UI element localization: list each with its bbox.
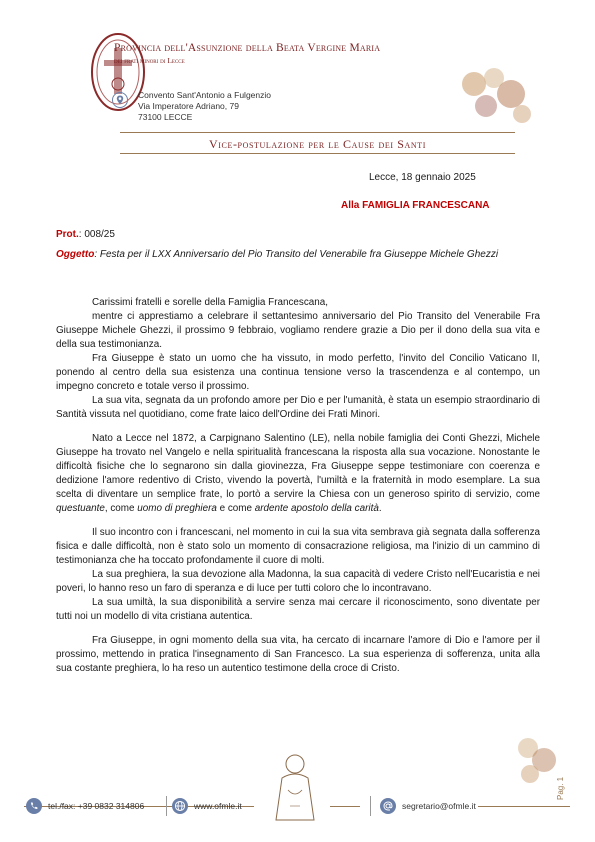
footer-separator-2 bbox=[370, 796, 371, 816]
letter-subject bbox=[56, 249, 498, 260]
footer-separator-1 bbox=[166, 796, 167, 816]
protocol-value: : 008/25 bbox=[78, 229, 115, 240]
paragraph-3: La sua vita, segnata da un profondo amore per Dio e per l'umanità, è stata un esempio straordinario di Santità vissuta nel quotidiano, come frate laico dell'Ordine dei Frati Minori. bbox=[56, 395, 540, 420]
footer-rule-right bbox=[330, 806, 360, 807]
letter-recipient: Alla FAMIGLIA FRANCESCANA bbox=[341, 200, 490, 211]
paragraph-5: Il suo incontro con i francescani, nel momento in cui la sua vita sembrava già segnata dalla sofferenza fisica e dalle difficoltà, non è stato solo un momento di consacrazione religiosa, ma l'inizio di un cammino di testimonianza che ha toccato profondamente il cuore di molti. bbox=[56, 527, 540, 566]
phone-text: tel./fax: +39 0832 314806 bbox=[48, 801, 145, 811]
greeting: Carissimi fratelli e sorelle della Famiglia Francescana, bbox=[92, 297, 328, 308]
at-icon bbox=[380, 798, 396, 814]
office-title: Vice-postulazione per le Cause dei Santi bbox=[209, 137, 426, 151]
paragraph-7: La sua umiltà, la sua disponibilità a servire senza mai cercare il riconoscimento, sono diventate per tutti noi un modello di vita cristiana autentica. bbox=[56, 597, 540, 622]
footer-website[interactable] bbox=[172, 796, 242, 816]
header-rule-bottom bbox=[120, 153, 515, 154]
province-title: Provincia dell'Assunzione della Beata Vergine Maria bbox=[114, 42, 381, 54]
province-subtitle: dei frati minori di Lecce bbox=[114, 56, 185, 65]
watercolor-decoration bbox=[456, 64, 536, 134]
paragraph-8: Fra Giuseppe, in ogni momento della sua vita, ha cercato di incarnare l'amore di Dio e l'amore per il prossimo, mettendo in pratica l'insegnamento di San Francesco. La sua esperienza di sofferenza, unita alla sua costante preghiera, lo ha reso un autentico testimone della croce di Cristo. bbox=[56, 635, 540, 674]
header-rule-top bbox=[120, 132, 515, 133]
friar-sketch-illustration bbox=[260, 750, 330, 822]
phone-icon bbox=[26, 798, 42, 814]
address-line-1: Convento Sant'Antonio a Fulgenzio bbox=[138, 90, 271, 100]
watercolor-decoration-bottom bbox=[508, 730, 568, 790]
footer-rule-far-right bbox=[478, 806, 570, 807]
subject-label: Oggetto bbox=[56, 249, 95, 260]
globe-icon bbox=[172, 798, 188, 814]
page-number: Pag. 1 bbox=[556, 776, 565, 800]
email-link[interactable]: segretario@ofmle.it bbox=[402, 801, 476, 811]
letter-date: Lecce, 18 gennaio 2025 bbox=[369, 172, 476, 183]
paragraph-1: mentre ci apprestiamo a celebrare il settantesimo anniversario del Pio Transito del Venerabile Fra Giuseppe Michele Ghezzi, il prossimo 9 febbraio, vogliamo rendere grazie a Dio per il dono della sua vita e della sua testimonianza. bbox=[56, 311, 540, 350]
protocol-label: Prot. bbox=[56, 229, 79, 240]
address-line-2: Via Imperatore Adriano, 79 bbox=[138, 101, 239, 111]
address-line-3: 73100 LECCE bbox=[138, 112, 193, 122]
website-link[interactable]: www.ofmle.it bbox=[194, 801, 242, 811]
letter-body bbox=[56, 296, 540, 676]
location-pin-icon bbox=[112, 92, 128, 108]
footer-phone bbox=[26, 796, 144, 816]
paragraph-4: Nato a Lecce nel 1872, a Carpignano Salentino (LE), nella nobile famiglia dei Conti Ghezzi, Michele Giuseppe ha trovato nel Vangelo e nella spiritualità francescana la risposta alla sua vocazione. Nonostante le difficoltà fisiche che lo segnarono sin dalla giovinezza, Fra Giuseppe seppe testimoniare con coerenza e dedizione l'amore redentivo di Cristo, vivendo la povertà, l'umiltà e la fraternità in modo esemplare. La sua scelta di diventare un semplice frate, lo portò a servire la Chiesa con un generoso spirito di servizio, come questuante, come uomo di preghiera e come ardente apostolo della carità. bbox=[56, 433, 540, 514]
paragraph-2: Fra Giuseppe è stato un uomo che ha vissuto, in modo perfetto, l'invito del Concilio Vaticano II, ponendo al centro della sua esistenza una continua tensione verso la trascendenza e al contempo, un impegno concreto e totale verso il prossimo. bbox=[56, 353, 540, 392]
protocol-number bbox=[56, 229, 115, 240]
paragraph-6: La sua preghiera, la sua devozione alla Madonna, la sua capacità di vedere Cristo nell'Eucaristia e nei poveri, lo hanno reso un faro di speranza e di luce per tutti coloro che lo incontravano. bbox=[56, 569, 540, 594]
subject-value: : Festa per il LXX Anniversario del Pio Transito del Venerabile fra Giuseppe Michele Ghezzi bbox=[94, 249, 499, 260]
footer-email[interactable] bbox=[380, 796, 476, 816]
